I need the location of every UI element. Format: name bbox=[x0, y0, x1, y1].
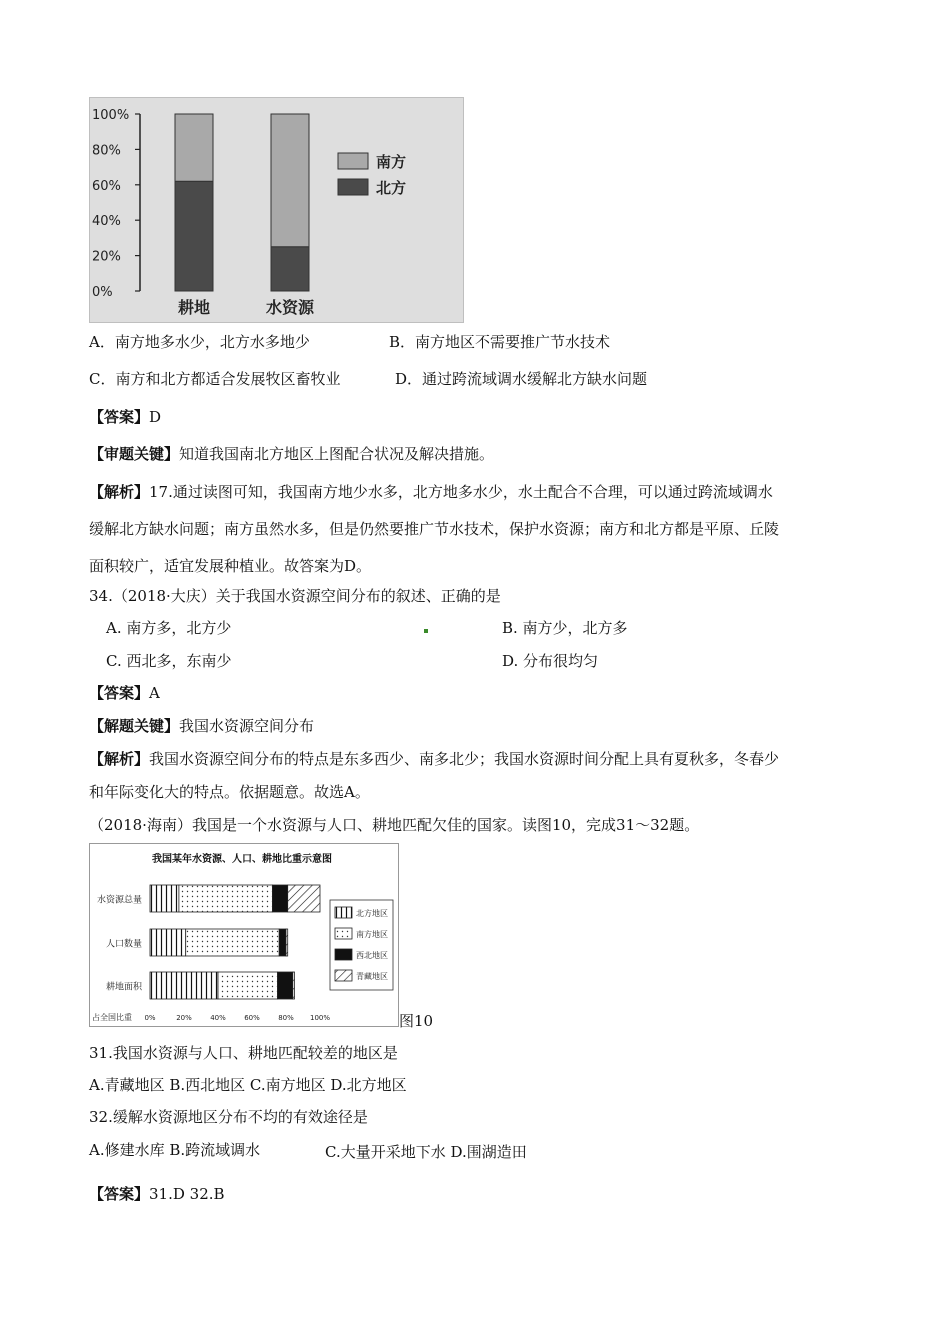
resource-share-chart bbox=[89, 843, 399, 1027]
legend-label: 南方 bbox=[376, 153, 407, 171]
y-tick-label: 100% bbox=[92, 108, 130, 123]
farmland-water-chart bbox=[89, 97, 464, 323]
option-a: A．南方地多水少，北方水多地少 bbox=[89, 333, 310, 351]
q34-stem: 34.（2018·大庆）关于我国水资源空间分布的叙述、正确的是 bbox=[89, 587, 501, 605]
answer-tag: 【答案】 bbox=[89, 408, 150, 426]
q34-option-c: C. 西北多，东南少 bbox=[106, 652, 232, 670]
bar-segment bbox=[293, 972, 295, 999]
q34-analysis-line-1 bbox=[89, 749, 779, 769]
bar-segment bbox=[179, 885, 273, 912]
bar-segment bbox=[150, 885, 179, 912]
bar-segment bbox=[279, 929, 286, 956]
analysis-line-1 bbox=[89, 482, 773, 502]
bar-north bbox=[271, 247, 309, 291]
q34-answer-line bbox=[89, 683, 160, 703]
option-c: C．南方和北方都适合发展牧区畜牧业 bbox=[89, 370, 341, 388]
figure-caption: 图10 bbox=[399, 1012, 434, 1030]
x-tick-label: 0% bbox=[144, 1014, 156, 1022]
legend-swatch bbox=[335, 907, 352, 918]
option-d: D．通过跨流域调水缓解北方缺水问题 bbox=[395, 370, 648, 388]
q34-option-d: D. 分布很均匀 bbox=[502, 652, 599, 670]
analysis-line-3: 面积较广，适宜发展种植业。故答案为D。 bbox=[89, 557, 372, 575]
final-answer-line bbox=[89, 1184, 225, 1204]
group-intro: （2018·海南）我国是一个水资源与人口、耕地匹配欠佳的国家。读图10，完成31～32题。 bbox=[89, 816, 700, 834]
row-label: 人口数量 bbox=[105, 939, 142, 950]
legend-swatch bbox=[338, 153, 368, 169]
legend-label: 北方 bbox=[376, 179, 407, 197]
q31-options: A.青藏地区 B.西北地区 C.南方地区 D.北方地区 bbox=[89, 1076, 407, 1094]
x-axis-label: 占全国比重 bbox=[92, 1013, 132, 1022]
bar-segment bbox=[286, 929, 288, 956]
key-line bbox=[89, 444, 494, 464]
q34-option-a: A. 南方多，北方少 bbox=[106, 619, 232, 637]
q34-answer-value: A bbox=[149, 684, 160, 702]
row-label: 水资源总量 bbox=[96, 895, 142, 906]
q34-analysis-line-2: 和年际变化大的特点。依据题意。故选A。 bbox=[89, 783, 370, 801]
x-tick-label: 40% bbox=[210, 1014, 226, 1022]
x-tick-label: 100% bbox=[309, 1014, 331, 1022]
legend-swatch bbox=[335, 970, 352, 981]
analysis-line-2: 缓解北方缺水问题；南方虽然水多，但是仍然要推广节水技术，保护水资源；南方和北方都是平原、丘陵 bbox=[89, 520, 780, 538]
q34-key-line bbox=[89, 716, 314, 736]
analysis-text: 17.通过读图可知，我国南方地少水多，北方地多水少，水土配合不合理，可以通过跨流域调水 bbox=[149, 483, 773, 501]
q31-stem: 31.我国水资源与人口、耕地匹配较差的地区是 bbox=[89, 1044, 398, 1062]
legend-swatch bbox=[335, 949, 352, 960]
q34-key-text: 我国水资源空间分布 bbox=[179, 717, 315, 735]
q34-option-b: B. 南方少，北方多 bbox=[502, 619, 628, 637]
q34-analysis-text: 我国水资源空间分布的特点是东多西少、南多北少；我国水资源时间分配上具有夏秋多，冬春少 bbox=[149, 750, 780, 768]
bar-segment bbox=[186, 929, 280, 956]
bar-segment bbox=[150, 972, 218, 999]
bar-north bbox=[175, 181, 213, 291]
legend-swatch bbox=[335, 928, 352, 939]
stray-mark bbox=[424, 629, 428, 633]
bar-segment bbox=[288, 885, 320, 912]
x-tick-label: 60% bbox=[244, 1014, 260, 1022]
q32-options-cd: C.大量开采地下水 D.围湖造田 bbox=[325, 1143, 527, 1161]
y-tick-label: 0% bbox=[92, 285, 113, 300]
y-tick-label: 40% bbox=[92, 214, 121, 230]
q32-stem: 32.缓解水资源地区分布不均的有效途径是 bbox=[89, 1108, 368, 1126]
category-label: 耕地 bbox=[177, 298, 211, 317]
legend-label: 西北地区 bbox=[356, 951, 388, 960]
category-label: 水资源 bbox=[265, 298, 315, 317]
legend-label: 南方地区 bbox=[356, 930, 388, 939]
option-b: B．南方地区不需要推广节水技术 bbox=[389, 333, 611, 351]
final-answer-tag: 【答案】 bbox=[89, 1185, 150, 1203]
legend-swatch bbox=[338, 179, 368, 195]
row-label: 耕地面积 bbox=[105, 982, 142, 993]
q34-key-tag: 【解题关键】 bbox=[89, 717, 180, 735]
bar-segment bbox=[218, 972, 278, 999]
q32-options-ab: A.修建水库 B.跨流域调水 bbox=[89, 1141, 261, 1159]
answer-line bbox=[89, 407, 161, 427]
key-tag: 【审题关键】 bbox=[89, 445, 180, 463]
y-tick-label: 80% bbox=[92, 143, 121, 159]
bar-segment bbox=[272, 885, 287, 912]
bar-segment bbox=[278, 972, 293, 999]
bar-segment bbox=[150, 929, 186, 956]
key-text: 知道我国南北方地区上图配合状况及解决措施。 bbox=[179, 445, 495, 463]
legend-label: 北方地区 bbox=[356, 909, 388, 918]
q34-answer-tag: 【答案】 bbox=[89, 684, 150, 702]
legend-label: 青藏地区 bbox=[356, 972, 388, 981]
x-tick-label: 20% bbox=[176, 1014, 192, 1022]
resource-share-chart-svg bbox=[90, 844, 398, 1026]
bar-south bbox=[271, 114, 309, 247]
bar-south bbox=[175, 114, 213, 181]
chart-title: 我国某年水资源、人口、耕地比重示意图 bbox=[152, 854, 332, 865]
farmland-water-chart-svg bbox=[90, 98, 463, 322]
analysis-tag: 【解析】 bbox=[89, 483, 150, 501]
y-tick-label: 60% bbox=[92, 178, 121, 194]
final-answer-value: 31.D 32.B bbox=[149, 1185, 225, 1203]
y-tick-label: 20% bbox=[92, 249, 121, 265]
answer-value: D bbox=[149, 408, 162, 426]
x-tick-label: 80% bbox=[278, 1014, 294, 1022]
q34-analysis-tag: 【解析】 bbox=[89, 750, 150, 768]
